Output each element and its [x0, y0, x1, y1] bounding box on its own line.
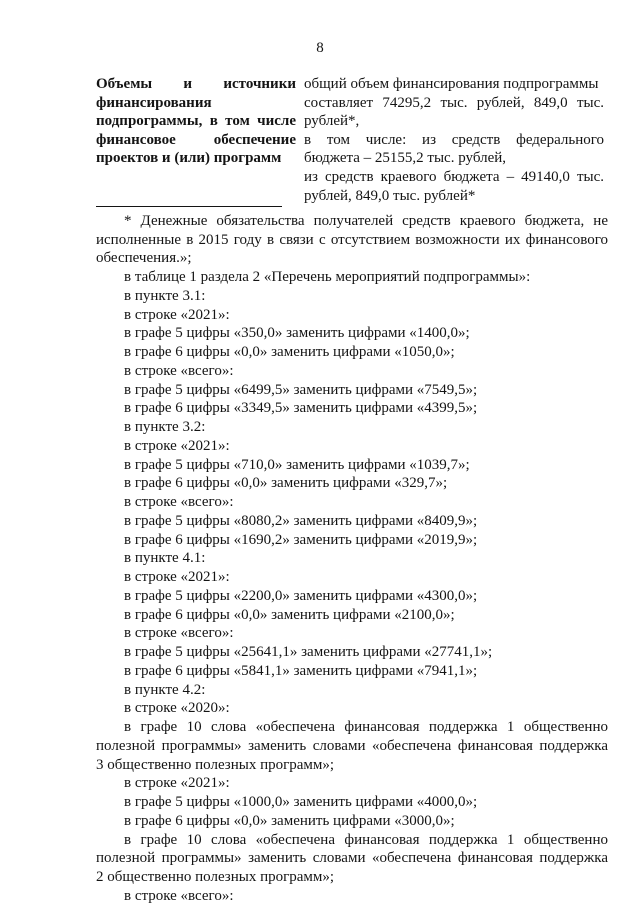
financing-table — [96, 75, 608, 205]
label-line: проектов и (или) программ — [96, 150, 282, 167]
amendment-line: в графе 6 цифры «0,0» заменить цифрами «3000,0»; — [124, 812, 455, 829]
amendment-line: в таблице 1 раздела 2 «Перечень мероприятий подпрограммы»: — [124, 269, 531, 285]
amendment-line: в графе 5 цифры «1000,0» заменить цифрами «4000,0»; — [124, 794, 478, 810]
amendment-line: в графе 10 слова «обеспечена финансовая поддержка 1 общественно — [124, 831, 608, 848]
amendment-line: в графе 5 цифры «710,0» заменить цифрами «1039,7»; — [124, 456, 470, 473]
value-line: рублей, 849,0 тыс. рублей* — [304, 187, 476, 204]
amendment-line: в графе 5 цифры «350,0» заменить цифрами «1400,0»; — [124, 325, 470, 342]
financing-value-cell — [304, 75, 604, 205]
label-line: финансовое обеспечение — [96, 131, 296, 148]
amendment-line: в графе 5 цифры «8080,2» заменить цифрами «8409,9»; — [124, 512, 478, 529]
amendment-line: в графе 6 цифры «1690,2» заменить цифрами «2019,9»; — [124, 531, 478, 548]
value-line: составляет 74295,2 тыс. рублей, 849,0 тыс. — [304, 94, 604, 111]
amendment-line: в строке «2021»: — [124, 437, 230, 454]
amendment-line: в графе 6 цифры «0,0» заменить цифрами «329,7»; — [124, 475, 448, 492]
value-line: бюджета – 25155,2 тыс. рублей, — [304, 150, 507, 167]
amendment-line: в строке «2021»: — [124, 775, 230, 792]
amendment-line: в графе 6 цифры «5841,1» заменить цифрами «7941,1»; — [124, 662, 478, 679]
footnote-line: исполненные в 2015 году в связи с отсутствием возможности их финансового — [96, 231, 608, 248]
amendment-line: в строке «всего»: — [124, 887, 234, 904]
value-line: рублей*, — [304, 113, 360, 130]
footnote — [96, 212, 608, 268]
value-line: общий объем финансирования подпрограммы — [304, 76, 599, 92]
amendment-line: в строке «2021»: — [124, 306, 230, 323]
amendment-line: в графе 6 цифры «0,0» заменить цифрами «1050,0»; — [124, 344, 455, 360]
amendment-line: в графе 5 цифры «2200,0» заменить цифрами «4300,0»; — [124, 587, 478, 604]
footnote-divider — [96, 206, 282, 207]
amendments-list — [96, 268, 608, 906]
footnote-line: обеспечения.»; — [96, 250, 192, 267]
label-line: подпрограммы, в том числе — [96, 113, 296, 130]
amendment-line: 3 общественно полезных программ»; — [96, 756, 335, 773]
amendment-line: 2 общественно полезных программ»; — [96, 869, 335, 885]
amendment-line: в графе 6 цифры «0,0» заменить цифрами «2100,0»; — [124, 606, 455, 623]
value-line: из средств краевого бюджета – 49140,0 тыс. — [304, 168, 604, 185]
amendment-line: в пункте 3.2: — [124, 419, 206, 435]
amendment-line: в пункте 3.1: — [124, 287, 206, 304]
amendment-line: в пункте 4.1: — [124, 550, 206, 567]
amendment-line: в строке «всего»: — [124, 362, 234, 379]
amendment-line: в графе 10 слова «обеспечена финансовая поддержка 1 общественно — [124, 719, 608, 735]
amendment-line: в графе 5 цифры «25641,1» заменить цифрами «27741,1»; — [124, 644, 493, 660]
label-line: финансирования — [96, 94, 212, 111]
amendment-line: полезной программы» заменить словами «обеспечена финансовая поддержка — [96, 850, 608, 867]
amendment-line: в строке «всего»: — [124, 494, 234, 510]
amendment-line: в графе 5 цифры «6499,5» заменить цифрами «7549,5»; — [124, 381, 478, 398]
amendment-line: полезной программы» заменить словами «обеспечена финансовая поддержка — [96, 737, 608, 754]
footnote-line: * Денежные обязательства получателей средств краевого бюджета, не — [124, 213, 608, 229]
amendment-line: в графе 6 цифры «3349,5» заменить цифрами «4399,5»; — [124, 400, 478, 417]
amendment-line: в строке «2021»: — [124, 569, 230, 585]
amendment-line: в строке «всего»: — [124, 625, 234, 642]
label-line: Объемы и источники — [96, 76, 296, 92]
page-number: 8 — [316, 40, 324, 56]
amendment-line: в пункте 4.2: — [124, 681, 206, 698]
value-line: в том числе: из средств федерального — [304, 131, 604, 148]
financing-label-cell — [96, 75, 296, 205]
amendment-line: в строке «2020»: — [124, 700, 230, 717]
